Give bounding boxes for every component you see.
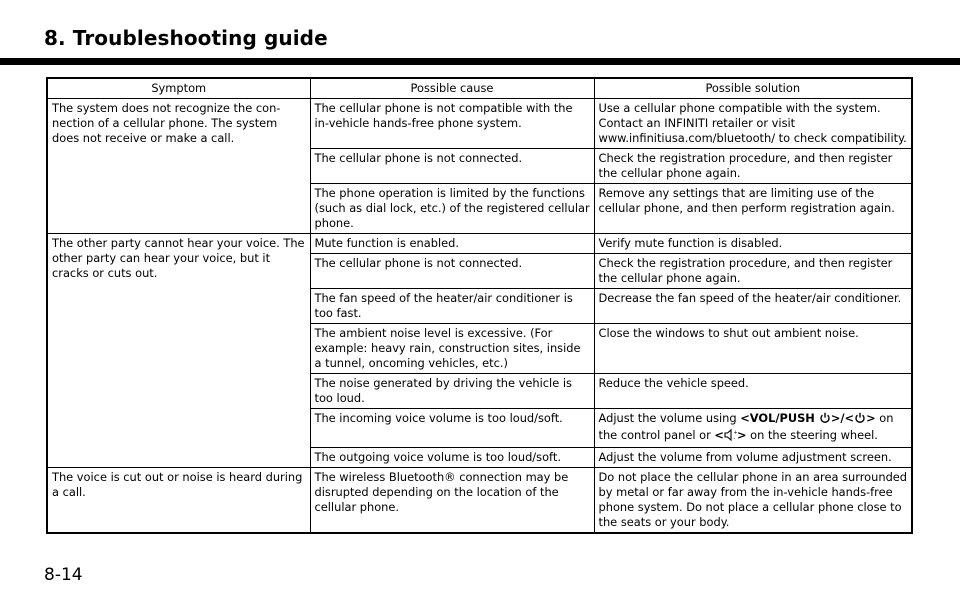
solution-cell: Check the registration procedure, and then register the cellular phone again. — [594, 149, 911, 184]
solution-cell: Reduce the vehicle speed. — [594, 374, 911, 409]
cause-cell: The fan speed of the heater/air conditioner is too fast. — [310, 289, 594, 324]
symptom-cell: The system does not recognize the con- nection of a cellular phone. The system does not receive or make a call. — [48, 99, 310, 234]
solution-cell: Adjust the volume using <VOL/PUSH >/< > on the control panel or < + - > on the steering wheel. — [594, 409, 911, 448]
table-row — [48, 468, 911, 533]
power-knob-icon — [819, 412, 831, 428]
solution-cell: Do not place the cellular phone in an area surrounded by metal or far away from the in-vehicle hands-free phone system. Do not place a cellular phone close to the seats or your body. — [594, 468, 911, 533]
cause-cell: The cellular phone is not compatible with the in-vehicle hands-free phone system. — [310, 99, 594, 149]
solution-cell: Check the registration procedure, and then register the cellular phone again. — [594, 254, 911, 289]
cause-cell: The wireless Bluetooth® connection may be disrupted depending on the location of the cellular phone. — [310, 468, 594, 533]
page-header — [0, 0, 960, 68]
cause-cell: The outgoing voice volume is too loud/soft. — [310, 448, 594, 468]
cause-cell: The phone operation is limited by the functions (such as dial lock, etc.) of the registered cellular phone. — [310, 184, 594, 234]
solution-cell: Use a cellular phone compatible with the system. Contact an INFINITI retailer or visit www.infinitiusa.com/bluetooth/ to check compatibility. — [594, 99, 911, 149]
symptom-cell: The voice is cut out or noise is heard during a call. — [48, 468, 310, 533]
header-possible-cause: Possible cause — [310, 79, 594, 99]
cause-cell: The cellular phone is not connected. — [310, 149, 594, 184]
header-symptom: Symptom — [48, 79, 310, 99]
header-possible-solution: Possible solution — [594, 79, 911, 99]
solution-cell: Close the windows to shut out ambient noise. — [594, 324, 911, 374]
table-header-row — [48, 79, 911, 99]
vol-push-label: <VOL/PUSH — [740, 411, 819, 425]
symptom-cell: The other party cannot hear your voice. The other party can hear your voice, but it cracks or cuts out. — [48, 234, 310, 468]
table-row — [48, 99, 911, 149]
cause-cell: Mute function is enabled. — [310, 234, 594, 254]
table-row — [48, 234, 911, 254]
solution-cell: Verify mute function is disabled. — [594, 234, 911, 254]
power-knob-icon — [854, 412, 866, 428]
cause-cell: The incoming voice volume is too loud/soft. — [310, 409, 594, 448]
solution-cell: Remove any settings that are limiting use of the cellular phone, and then perform registration again. — [594, 184, 911, 234]
volume-switch-icon — [724, 429, 737, 445]
cause-cell: The noise generated by driving the vehicle is too loud. — [310, 374, 594, 409]
troubleshooting-table — [46, 77, 913, 534]
page-number: 8-14 — [44, 565, 83, 585]
cause-cell: The ambient noise level is excessive. (For example: heavy rain, construction sites, inside a tunnel, oncoming vehicles, etc.) — [310, 324, 594, 374]
svg-text:-: - — [733, 436, 736, 442]
cause-cell: The cellular phone is not connected. — [310, 254, 594, 289]
svg-text:+: + — [733, 430, 738, 436]
solution-cell: Decrease the fan speed of the heater/air conditioner. — [594, 289, 911, 324]
header-rule — [0, 58, 960, 65]
section-title: 8. Troubleshooting guide — [44, 26, 328, 50]
solution-cell: Adjust the volume from volume adjustment screen. — [594, 448, 911, 468]
